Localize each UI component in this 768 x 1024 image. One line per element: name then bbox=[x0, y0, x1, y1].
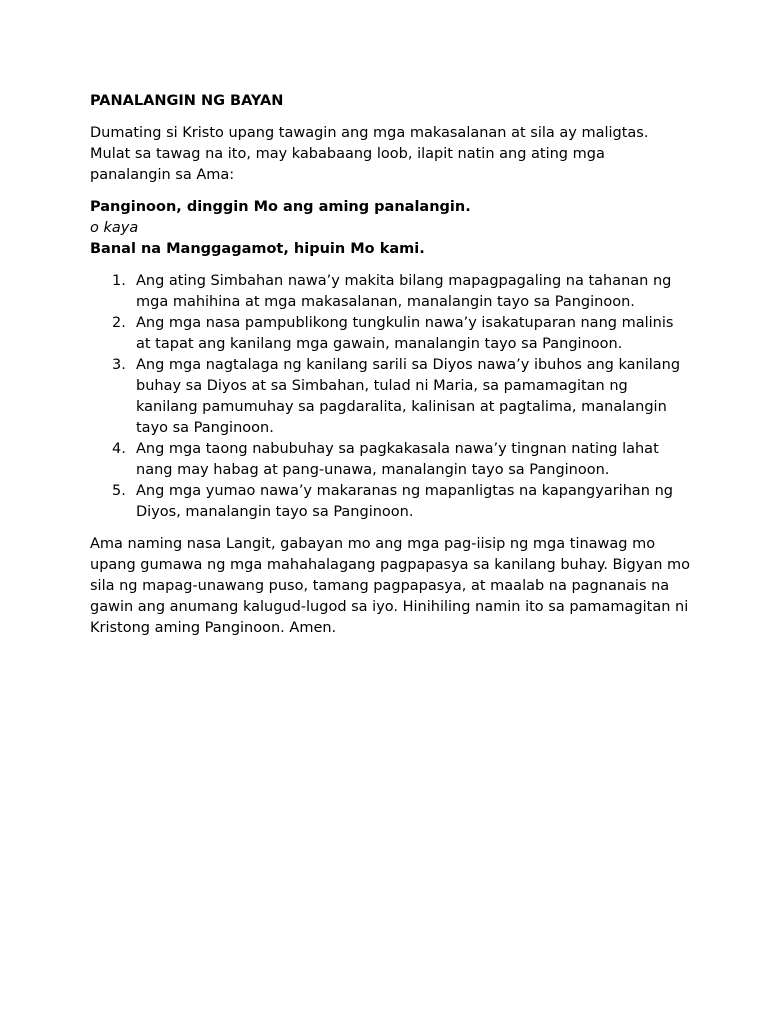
response-primary: Panginoon, dinggin Mo ang aming panalangin. bbox=[90, 199, 471, 215]
list-item-text: Ang mga taong nabubuhay sa pagkakasala nawa’y tingnan nating lahat nang may habag at pang-unawa, manalangin tayo sa Panginoon. bbox=[136, 441, 659, 478]
intro-paragraph: Dumating si Kristo upang tawagin ang mga makasalanan at sila ay maligtas. Mulat sa tawag na ito, may kababaang loob, ilapit natin ang ating mga panalangin sa Ama: bbox=[90, 125, 649, 183]
list-item-text: Ang ating Simbahan nawa’y makita bilang mapagpagaling na tahanan ng mga mahihina at mga makasalanan, manalangin tayo sa Panginoon. bbox=[136, 273, 672, 310]
list-item bbox=[90, 355, 690, 439]
list-item bbox=[90, 439, 690, 481]
list-item-text: Ang mga nasa pampublikong tungkulin nawa’y isakatuparan nang malinis at tapat ang kanilang mga gawain, manalangin tayo sa Panginoon. bbox=[136, 315, 674, 352]
list-item-text: Ang mga yumao nawa’y makaranas ng mapanligtas na kapangyarihan ng Diyos, manalangin tayo sa Panginoon. bbox=[136, 483, 673, 520]
list-item-number: 1. bbox=[112, 273, 126, 289]
list-item bbox=[90, 313, 690, 355]
list-item bbox=[90, 481, 690, 523]
list-item-text: Ang mga nagtalaga ng kanilang sarili sa Diyos nawa’y ibuhos ang kanilang buhay sa Diyos at sa Simbahan, tulad ni Maria, sa pamamagitan ng kanilang pamumuhay sa pagdaralita, kalinisan at pagtalima, manalangin tayo sa Panginoon. bbox=[136, 357, 681, 436]
list-item-number: 3. bbox=[112, 357, 126, 373]
response-or: o kaya bbox=[90, 220, 139, 236]
closing-prayer: Ama naming nasa Langit, gabayan mo ang mga pag-iisip ng mga tinawag mo upang gumawa ng mga mahahalagang pagpapasya sa kanilang buhay. Bigyan mo sila ng mapag-unawang puso, tamang pagpapasya, at maalab na pagnanais na gawin ang anumang kalugud-lugod sa iyo. Hinihiling namin ito sa pamamagitan ni Kristong aming Panginoon. Amen. bbox=[90, 536, 690, 636]
list-item-number: 2. bbox=[112, 315, 126, 331]
list-item-number: 5. bbox=[112, 483, 126, 499]
document-page bbox=[90, 91, 690, 650]
list-item bbox=[90, 271, 690, 313]
response-block bbox=[90, 197, 690, 260]
petitions-list bbox=[90, 271, 690, 523]
document-title: PANALANGIN NG BAYAN bbox=[90, 93, 284, 109]
response-alternate: Banal na Manggagamot, hipuin Mo kami. bbox=[90, 241, 425, 257]
list-item-number: 4. bbox=[112, 441, 126, 457]
